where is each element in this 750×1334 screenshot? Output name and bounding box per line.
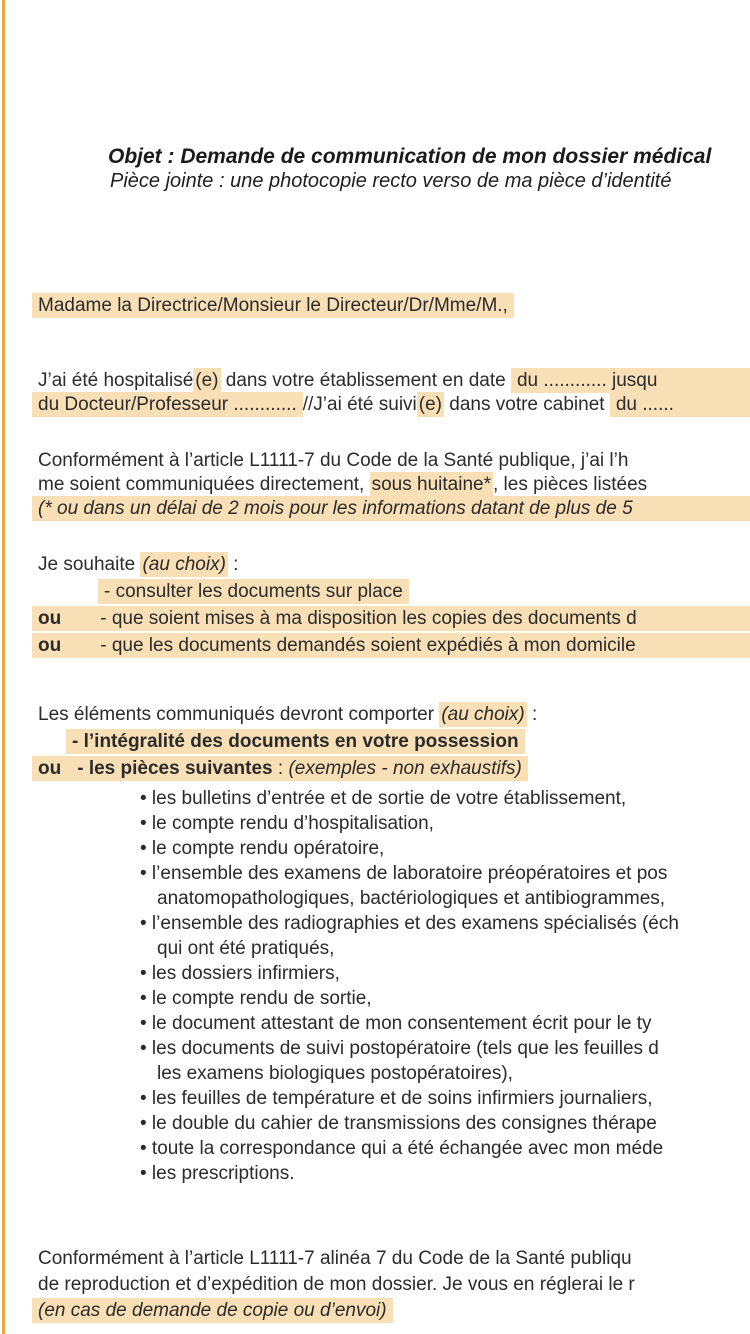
fees-l3-hl: (en cas de demande de copie ou d’envoi) (32, 1298, 393, 1323)
intro-l2-t1: //J’ai été suivi (302, 394, 417, 415)
legal-line-2 (0, 473, 750, 497)
fees-l1-text: Conformément à l’article L1111-7 alinéa 7 du Code de la Santé publiqu (38, 1248, 632, 1269)
choice1-opt1-text: - consulter les documents sur place (98, 579, 409, 604)
list-item (0, 961, 750, 986)
legal-l2-hl: sous huitaine* (371, 474, 491, 495)
list-item (0, 861, 750, 886)
list-item-text: • le compte rendu de sortie, (140, 988, 372, 1009)
list-item (0, 836, 750, 861)
legal-l3-hl: (* ou dans un délai de 2 mois pour les informations datant de plus de 5 (32, 496, 750, 521)
choice1-opt2-ou: ou (38, 608, 62, 629)
list-item (0, 1161, 750, 1186)
list-item-text: anatomopathologiques, bactériologiques et antibiogrammes, (157, 888, 666, 909)
intro-l2-h1: du Docteur/Professeur ............ (32, 392, 303, 417)
legal-l2-t2: , les pièces listées (492, 474, 648, 495)
legal-l2-t1: me soient communiquées directement, (38, 474, 370, 495)
list-item-text: • les feuilles de température et de soins infirmiers journaliers, (140, 1088, 653, 1109)
choice-block-2 (0, 701, 750, 782)
choice1-opt3-ou: ou (38, 635, 62, 656)
list-item (0, 986, 750, 1011)
fees-l2-text: de reproduction et d’expédition de mon dossier. Je vous en réglerai le r (38, 1274, 635, 1295)
letter-content (0, 144, 750, 1324)
list-item-continuation (0, 886, 750, 911)
list-item-continuation (0, 936, 750, 961)
list-item-text: les examens biologiques postopératoires), (157, 1063, 513, 1084)
attachment-line (0, 169, 750, 194)
choice2-opt2-ou: ou (38, 758, 62, 779)
list-item-text: • le compte rendu d’hospitalisation, (140, 813, 434, 834)
choice2-opt1-text: - l’intégralité des documents en votre possession (66, 729, 525, 754)
list-item (0, 1111, 750, 1136)
choice2-intro-colon: : (526, 704, 538, 725)
list-item (0, 1011, 750, 1036)
intro-line-1 (0, 369, 750, 393)
list-item (0, 911, 750, 936)
choice2-option-1 (0, 728, 750, 755)
choice-block-1 (0, 551, 750, 659)
choice1-opt2 (32, 606, 750, 631)
choice2-opt2-sep: : (272, 758, 289, 779)
choice2-opt2 (32, 756, 528, 781)
choice1-option-2 (0, 605, 750, 632)
choice2-intro-text: Les éléments communiqués devront comporter (38, 704, 440, 725)
list-item-text: • les bulletins d’entrée et de sortie de votre établissement, (140, 788, 627, 809)
choice2-intro-hl: (au choix) (441, 704, 525, 725)
choice1-option-1 (0, 578, 750, 605)
intro-l2-h2: (e) (418, 394, 442, 415)
choice2-option-2 (0, 755, 750, 782)
list-item (0, 1036, 750, 1061)
list-item (0, 1086, 750, 1111)
choice1-intro-colon: : (227, 554, 239, 575)
list-item (0, 786, 750, 811)
list-item-text: qui ont été pratiqués, (157, 938, 335, 959)
intro-l2-h3: du ...... (610, 392, 750, 417)
attachment-text: Pièce jointe : une photocopie recto verso de ma pièce d’identité (110, 170, 672, 192)
salutation-text: Madame la Directrice/Monsieur le Directeur/Dr/Mme/M., (32, 293, 514, 318)
legal-l1-text: Conformément à l’article L1111-7 du Code de la Santé publique, j’ai l’h (38, 450, 629, 471)
choice1-opt3 (32, 633, 750, 658)
choice2-opt2-italic: (exemples - non exhaustifs) (288, 758, 522, 779)
legal-line-1 (0, 449, 750, 473)
list-item-text: • l’ensemble des examens de laboratoire préopératoires et pos (140, 863, 668, 884)
subject-line (0, 144, 750, 169)
salutation-line (0, 292, 750, 319)
list-item-text: • l’ensemble des radiographies et des examens spécialisés (éch (140, 913, 679, 934)
choice1-option-3 (0, 632, 750, 659)
choice1-intro (0, 551, 750, 578)
intro-line-2 (0, 393, 750, 417)
fees-paragraph (0, 1246, 750, 1324)
intro-l1-t2: dans votre établissement en date (220, 370, 511, 391)
intro-l1-h2: du ............ jusqu (511, 368, 750, 393)
list-item-text: • les prescriptions. (140, 1163, 295, 1184)
choice2-intro (0, 701, 750, 728)
list-item-text: • le double du cahier de transmissions des consignes thérape (140, 1113, 657, 1134)
choice1-intro-hl: (au choix) (142, 554, 226, 575)
fees-line-2 (0, 1272, 750, 1298)
list-item-text: • toute la correspondance qui a été échangée avec mon méde (140, 1138, 664, 1159)
intro-l1-t1: J’ai été hospitalisé (38, 370, 194, 391)
choice1-intro-text: Je souhaite (38, 554, 141, 575)
choice1-opt2-text: - que soient mises à ma disposition les copies des documents d (100, 608, 637, 629)
list-item-text: • les documents de suivi postopératoire (tels que les feuilles d (140, 1038, 659, 1059)
subject-text: Objet : Demande de communication de mon dossier médical (108, 145, 712, 168)
intro-l1-h1: (e) (195, 370, 219, 391)
intro-paragraph (0, 369, 750, 417)
list-item-text: • le compte rendu opératoire, (140, 838, 385, 859)
fees-line-1 (0, 1246, 750, 1272)
intro-l2-t2: dans votre cabinet (444, 394, 610, 415)
documents-list (0, 786, 750, 1186)
list-item-text: • le document attestant de mon consentement écrit pour le ty (140, 1013, 652, 1034)
list-item (0, 811, 750, 836)
choice2-opt2-bold: - les pièces suivantes (77, 758, 273, 779)
legal-paragraph (0, 449, 750, 521)
list-item (0, 1136, 750, 1161)
list-item-continuation (0, 1061, 750, 1086)
list-item-text: • les dossiers infirmiers, (140, 963, 340, 984)
choice1-opt3-text: - que les documents demandés soient expédiés à mon domicile (100, 635, 636, 656)
legal-line-3 (0, 497, 750, 521)
fees-line-3 (0, 1298, 750, 1324)
